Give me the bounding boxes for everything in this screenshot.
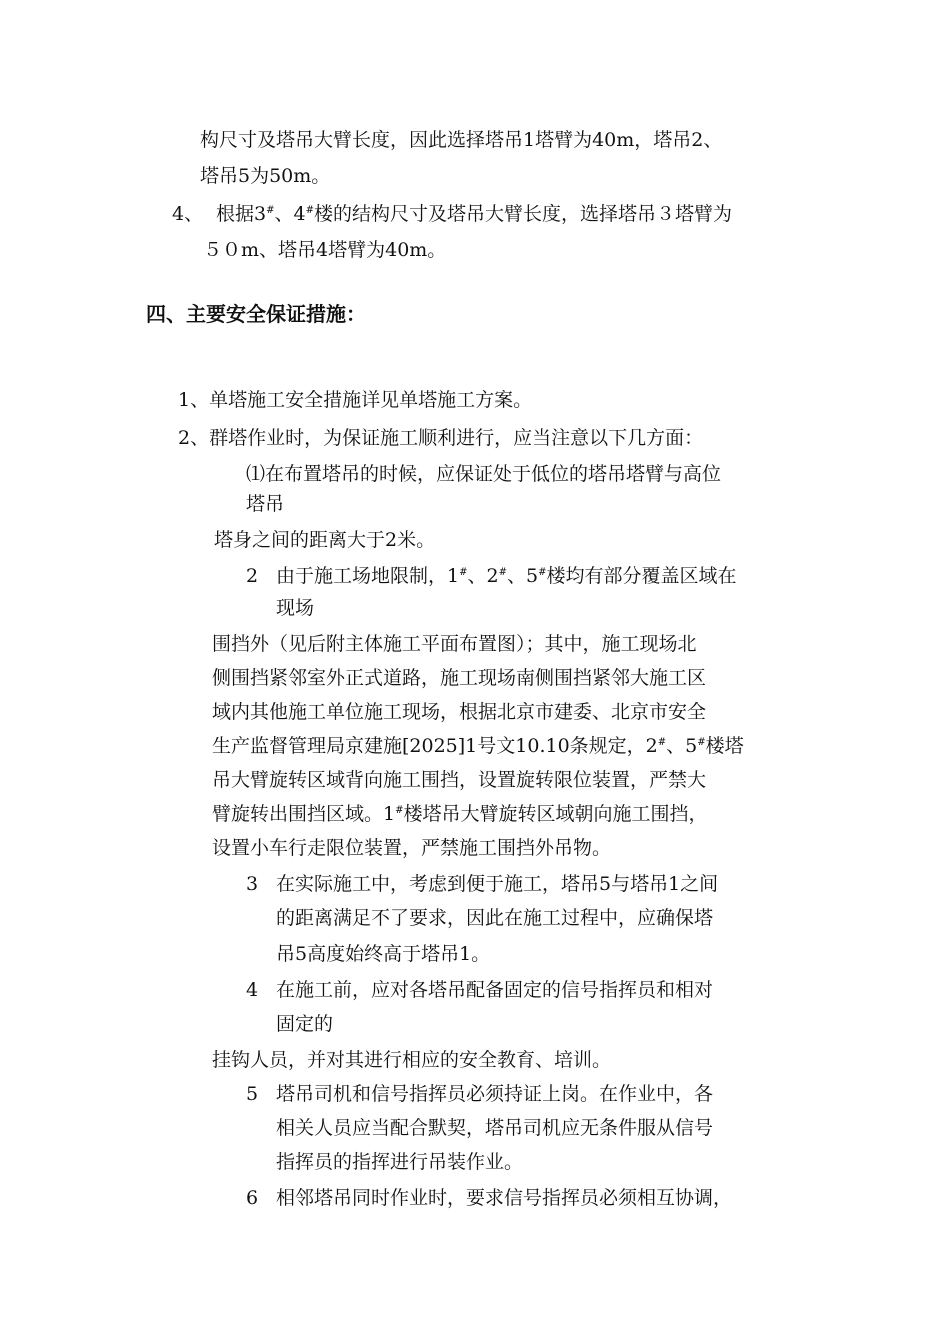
text: 根据3 xyxy=(216,203,267,225)
text-line: 域内其他施工单位施工现场，根据北京市建委、北京市安全 xyxy=(212,701,707,723)
superscript-mark: # xyxy=(498,567,507,578)
text: 在实际施工中，考虑到便于施工，塔吊5与塔吊1之间 xyxy=(276,873,719,895)
text-line: ⑴在布置塔吊的时候，应保证处于低位的塔吊塔臂与高位 xyxy=(246,463,722,485)
text-line: 固定的 xyxy=(276,1013,334,1035)
list-item-2 xyxy=(246,562,736,590)
text: 、5 xyxy=(666,735,698,757)
text: 楼塔吊大臂旋转区域朝向施工围挡， xyxy=(403,803,708,825)
text-line: 吊5高度始终高于塔吊1。 xyxy=(276,943,491,965)
text: 、4 xyxy=(274,203,306,225)
text-line: 设置小车行走限位装置，严禁施工围挡外吊物。 xyxy=(212,837,612,859)
text-line: 塔吊 xyxy=(246,493,285,515)
list-item-3 xyxy=(246,870,718,898)
list-number: 4 xyxy=(246,979,259,1001)
text-line: 吊大臂旋转区域背向施工围挡，设置旋转限位装置，严禁大 xyxy=(212,769,707,791)
text-line: 挂钩人员，并对其进行相应的安全教育、培训。 xyxy=(212,1049,612,1071)
text: 楼均有部分覆盖区域在 xyxy=(546,565,737,587)
text: 楼塔 xyxy=(705,735,744,757)
superscript-mark: # xyxy=(305,205,315,216)
section-heading: 四、主要安全保证措施： xyxy=(146,302,366,326)
list-item-5 xyxy=(246,1080,713,1108)
text: 、2 xyxy=(467,565,499,587)
text: 楼的结构尺寸及塔吊大臂长度，选择塔吊３塔臂为 xyxy=(314,203,733,225)
superscript-mark: # xyxy=(697,737,706,748)
superscript-mark: # xyxy=(538,567,547,578)
text-line: 指挥员的指挥进行吊装作业。 xyxy=(276,1151,524,1173)
text-line xyxy=(212,732,744,760)
text-line: 构尺寸及塔吊大臂长度，因此选择塔吊1塔臂为40m，塔吊2、 xyxy=(200,129,723,151)
superscript-mark: # xyxy=(657,737,667,748)
list-number: 2 xyxy=(246,565,259,587)
superscript-mark: # xyxy=(395,805,404,816)
text: 在施工前，应对各塔吊配备固定的信号指挥员和相对 xyxy=(276,979,714,1001)
text: 相邻塔吊同时作业时，要求信号指挥员必须相互协调， xyxy=(276,1187,733,1209)
text-line: 围挡外（见后附主体施工平面布置图）；其中，施工现场北 xyxy=(212,633,697,655)
superscript-mark: # xyxy=(266,205,275,216)
text-line: 1、单塔施工安全措施详见单塔施工方案。 xyxy=(178,389,533,411)
text-line: ５０m、塔吊4塔臂为40m。 xyxy=(203,239,447,261)
text-line: 侧围挡紧邻室外正式道路，施工现场南侧围挡紧邻大施工区 xyxy=(212,667,707,689)
text-line: 塔身之间的距离大于2米。 xyxy=(214,529,436,551)
text: 、5 xyxy=(506,565,539,587)
list-number: 6 xyxy=(246,1187,259,1209)
list-number: 4、 xyxy=(172,203,204,225)
text-line: 现场 xyxy=(276,597,315,619)
superscript-mark: # xyxy=(459,567,468,578)
list-number: 3 xyxy=(246,873,259,895)
text-line: 塔吊5为50m。 xyxy=(200,165,331,187)
list-number: 5 xyxy=(246,1083,259,1105)
text: 臂旋转出围挡区域。1 xyxy=(212,803,396,825)
list-item-4b xyxy=(246,976,713,1004)
text-line: 相关人员应当配合默契，塔吊司机应无条件服从信号 xyxy=(276,1117,714,1139)
list-item-4 xyxy=(172,200,732,228)
text-line: 的距离满足不了要求，因此在施工过程中，应确保塔 xyxy=(276,907,714,929)
text-line xyxy=(212,800,708,828)
text: 由于施工场地限制，1 xyxy=(276,565,460,587)
text: 生产监督管理局京建施[2025]1号文10.10条规定，2 xyxy=(212,735,658,757)
text-line: 2、群塔作业时，为保证施工顺利进行，应当注意以下几方面： xyxy=(178,427,704,449)
text: 塔吊司机和信号指挥员必须持证上岗。在作业中，各 xyxy=(276,1083,714,1105)
list-item-6 xyxy=(246,1184,732,1212)
